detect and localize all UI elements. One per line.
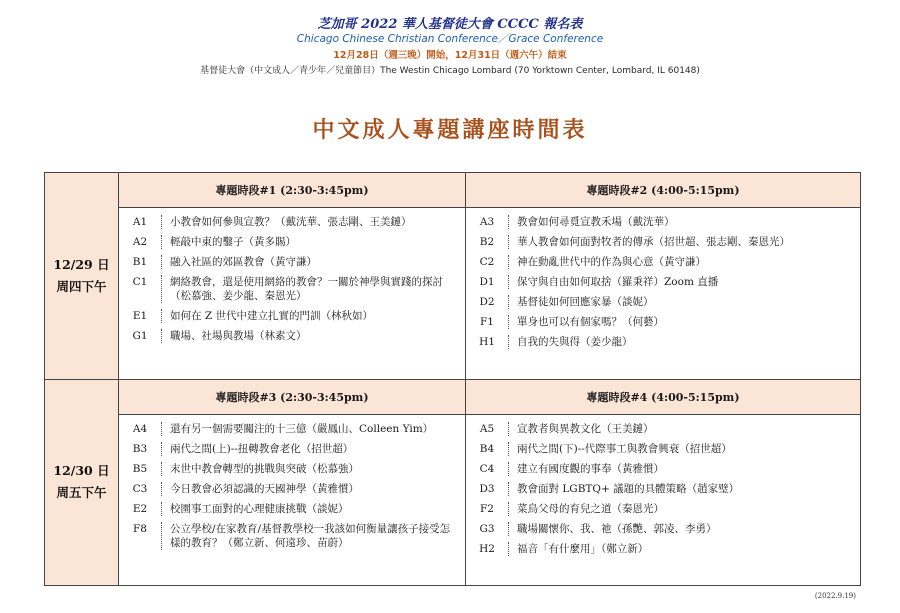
topic-title: 福音「有什麼用」（鄭立新） [508,542,860,556]
topic-code: F8 [133,522,147,535]
list-item [466,459,860,479]
list-item [466,439,860,459]
list-item [119,326,465,346]
topic-title: 還有另一個需要關注的十三億（嚴鳳山、Colleen Yim） [161,422,465,436]
topic-title: 基督徒如何回應家暴（談妮） [508,295,860,309]
topic-title: 今日教會必須認識的天國神學（黃雅慣） [161,482,465,496]
header-venue: 基督徒大會（中文成人／青少年／兒童節目）The Westin Chicago Lombard (70 Yorktown Center, Lombard, IL 60148) [200,66,700,76]
topic-title: 兩代之間(上)--扭轉教會老化（招世超） [161,442,465,456]
topic-code: B3 [132,442,148,455]
page-title: 中文成人專題講座時間表 [312,117,588,143]
list-item [119,499,465,519]
topic-code: C1 [132,276,148,288]
list-item [119,459,465,479]
slot-1-label: 專題時段#1 (2:30-3:45pm) [119,173,466,208]
day-1-date: 12/29 日 [53,256,110,272]
topic-code: D2 [479,296,495,308]
list-item [119,519,465,553]
list-item [466,312,860,332]
list-item [119,212,465,232]
topic-code: A5 [479,422,495,435]
day-1-topics-row [45,208,861,380]
day-2-date-cell [45,379,119,586]
list-item [466,272,860,292]
list-item [466,479,860,499]
topic-title: 教會面對 LGBTQ+ 議題的具體策略（趙家璧） [508,482,860,496]
slot-4-topic-list [466,414,861,586]
topic-title: 職場、社場與教場（林素文） [161,329,465,343]
schedule-table [44,172,861,586]
list-item [119,419,465,439]
list-item [119,439,465,459]
day-2-slot-header-row [45,379,861,414]
topic-title: 自我的失與得（姜少龍） [508,335,860,349]
topic-code: E1 [132,310,148,322]
list-item [466,519,860,539]
topic-title: 兩代之間(下)--代際事工與教會興衰（招世超） [508,442,860,456]
topic-code: A3 [479,216,495,228]
day-2-topics-row [45,414,861,586]
list-item [466,499,860,519]
slot-3-topic-list [119,414,466,586]
list-item [466,252,860,272]
list-item [119,232,465,252]
topic-title: 菜鳥父母的育兒之道（秦恩光） [508,502,860,516]
header-dates: 12月28日（週三晚）開始，12月31日（週六午）結束 [333,50,567,61]
topic-code: C2 [479,256,495,268]
topic-title: 建立有國度觀的事奉（黃雅慣） [508,462,860,476]
topic-code: F1 [480,316,494,328]
slot-2-label: 專題時段#2 (4:00-5:15pm) [466,173,861,208]
header-conference-title: 芝加哥 2022 華人基督徒大會 CCCC 報名表 [317,17,583,32]
topic-title: 教會如何尋覓宣教禾場（戴洸華） [508,215,860,229]
topic-code: G3 [479,522,495,535]
day-1-slot-header-row [45,173,861,208]
topic-title: 末世中教會轉型的挑戰與突破（松慕強） [161,462,465,476]
topic-title: 小教會如何參與宣教？（戴洸華、張志剛、王美鏈） [161,215,465,229]
topic-title: 融入社區的郊區教會（黃守謙） [161,255,465,269]
topic-title: 校園事工面對的心理健康挑戰（談妮） [161,502,465,516]
topic-code: A2 [132,236,148,248]
list-item [119,479,465,499]
topic-code: G1 [132,330,148,342]
slot-4-label: 專題時段#4 (4:00-5:15pm) [466,379,861,414]
topic-title: 如何在 Z 世代中建立扎實的門訓（林秋如） [161,309,465,323]
topic-code: B2 [479,236,495,248]
topic-code: H1 [479,336,495,348]
topic-code: F2 [480,502,494,515]
topic-title: 職場關懷你、我、祂（孫艷、郭凌、李勇） [508,522,860,536]
revision-date: (2022.9.19) [814,592,856,600]
topic-code: B5 [132,462,148,475]
topic-code: A1 [132,216,148,228]
list-item [466,292,860,312]
slot-2-topic-list [466,208,861,380]
list-item [119,306,465,326]
day-1-date-cell [45,173,119,380]
topic-code: H2 [479,542,495,555]
topic-title: 公立學校/在家教育/基督教學校一我該如何衡量讓孩子接受怎樣的教育？（鄭立新、何遠珍、苗蔚） [161,522,465,550]
topic-code: D1 [479,276,495,288]
topic-title: 輕敲中東的鑿子（黃多賜） [161,235,465,249]
topic-code: B4 [479,442,495,455]
topic-title: 華人教會如何面對牧者的傳承（招世超、張志剛、秦恩光） [508,235,860,249]
list-item [466,212,860,232]
topic-title: 單身也可以有個家嗎？（何藝） [508,315,860,329]
list-item [466,419,860,439]
list-item [119,252,465,272]
slot-1-topic-list [119,208,466,380]
topic-code: B1 [132,256,148,268]
topic-title: 保守與自由如何取捨（羅秉祥）Zoom 直播 [508,275,860,289]
header-english-title: Chicago Chinese Christian Conference／Grace Conference [296,33,604,45]
list-item [119,272,465,306]
list-item [466,539,860,559]
topic-title: 網絡教會，還是使用網絡的教會？一關於神學與實踐的探討（松慕強、姜少龍、秦恩光） [161,275,465,303]
topic-title: 神在動亂世代中的作為與心意（黃守謙） [508,255,860,269]
topic-code: C4 [479,462,495,475]
day-1-weekday: 周四下午 [56,278,107,294]
topic-code: A4 [132,422,148,435]
topic-code: E2 [132,502,148,515]
topic-code: D3 [479,482,495,495]
topic-code: C3 [132,482,148,495]
list-item [466,232,860,252]
day-2-date: 12/30 日 [53,463,110,479]
slot-3-label: 專題時段#3 (2:30-3:45pm) [119,379,466,414]
list-item [466,332,860,352]
day-2-weekday: 周五下午 [56,485,107,501]
topic-title: 宣教者與異教文化（王美鏈） [508,422,860,436]
